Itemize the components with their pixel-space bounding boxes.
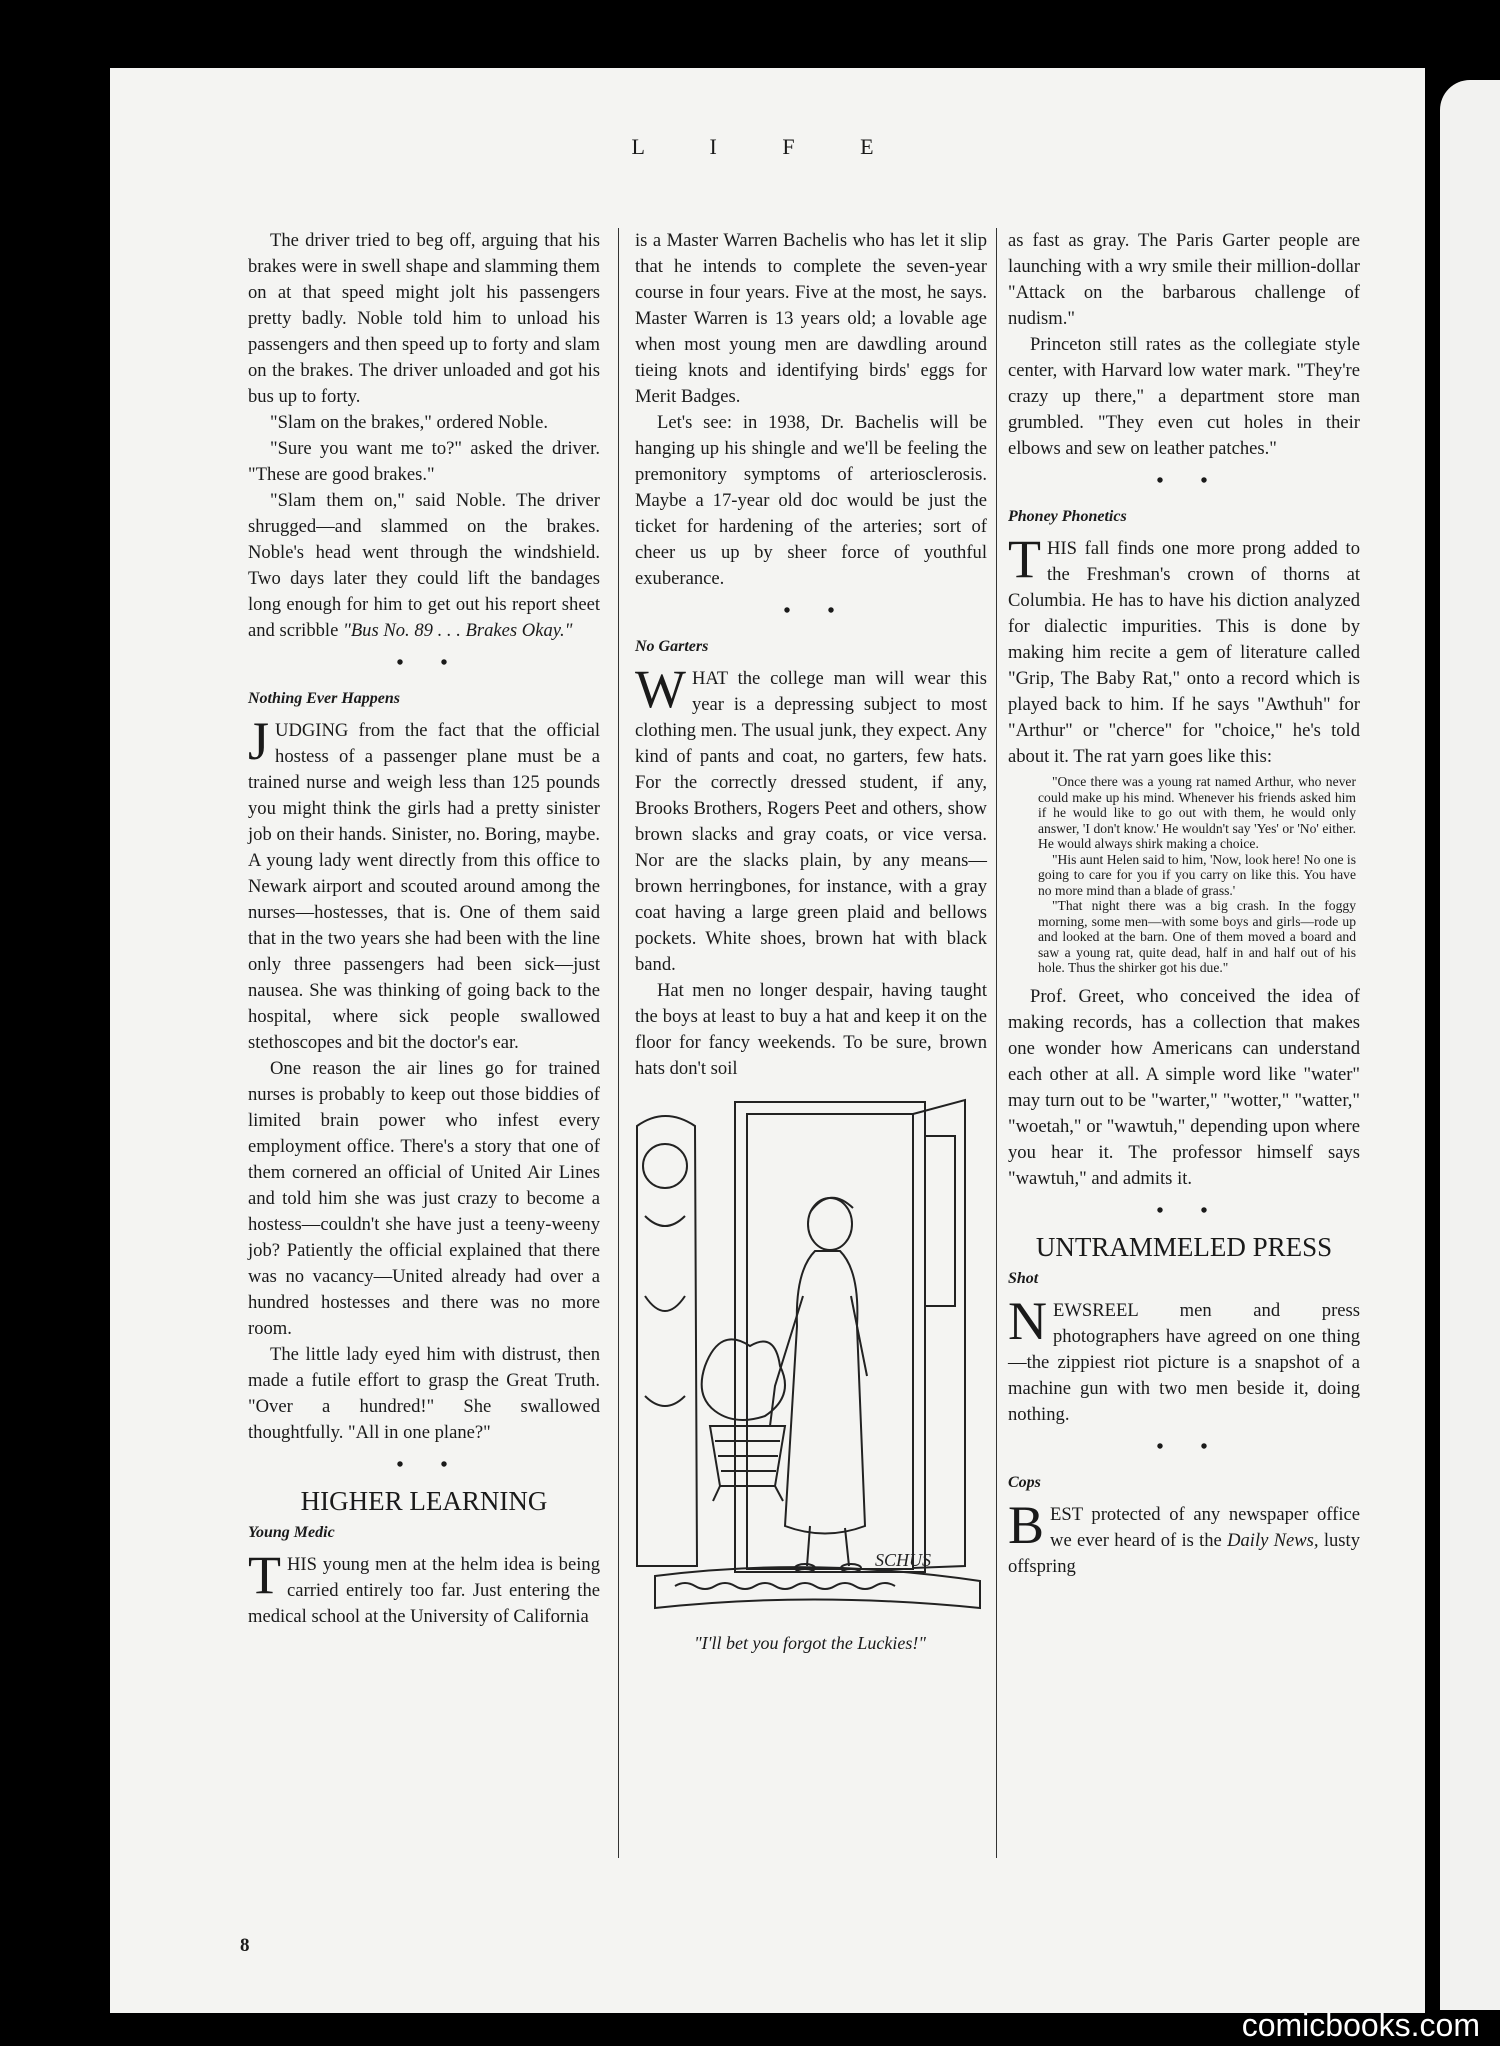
paragraph: Hat men no longer despair, having taught the boys at least to buy a hat and keep it on the floor for fancy weekends. To be sure, brown hats don't soil [635, 980, 987, 1079]
cartoon-signature: SCHUS [875, 1550, 932, 1570]
column-rule [618, 228, 619, 1858]
section-separator: • • [1156, 470, 1224, 492]
paragraph [248, 488, 600, 644]
cartoon-drawing [635, 1096, 985, 1616]
column-3 [1008, 228, 1360, 1580]
column-1 [248, 228, 600, 1630]
paragraph [1008, 529, 1360, 770]
cartoon-illustration [635, 1096, 985, 1653]
paragraph: Let's see: in 1938, Dr. Bachelis will be hanging up his shingle and we'll be feeling the premonitory symptoms of arteriosclerosis. Maybe a 17-year old doc would be just the ticket for hardening of the arteries; sort of cheer us up by sheer force of youthful exuberance. [635, 412, 987, 589]
column-rule [996, 228, 997, 1858]
woman-dress [785, 1251, 865, 1534]
paragraph-text: HAT the college man will wear this year is a depressing subject to most clothing men. The usual junk, they expect. Any kind of pants and coat, no garters, few hats. For the correctly dressed student, if any, Brooks Brothers, Rogers Peet and others, show brown slacks and gray coats, or vice versa. Nor are the slacks plain, by any means—brown herringbones, for instance, with a gray coat having a large green plaid and bellows pockets. White shoes, brown hat with black band. [635, 668, 987, 975]
section-separator: • • [1156, 1199, 1224, 1222]
paragraph-text: UDGING from the fact that the official hostess of a passenger plane must be a trained nurse and weigh less than 125 pounds you might think the girls had a pretty sinister job on their hands. Sinister, no. Boring, maybe. A young lady went directly from this office to Newark airport and scouted around among the nurses—hostesses, that is. One of them said that in the two years she had been with the line only three passengers had been sick—just nausea. She was thinking of going back to the hospital, where sick people swallowed stethoscopes and bit the doctor's ear. [248, 720, 600, 1053]
paragraph [1008, 1494, 1360, 1580]
paragraph-text: "Slam them on," said Noble. The driver shrugged—and slammed on the brakes. Noble's head went through the windshield. Two days later they could lift the bandages long enough for him to get out his report sheet and scribble [248, 490, 600, 641]
italic-text: "Bus No. 89 . . . Brakes Okay." [343, 620, 573, 641]
magazine-page [110, 68, 1425, 2013]
paragraph: is a Master Warren Bachelis who has let it slip that he intends to complete the seven-year course in four years. Five at the most, he says. Master Warren is 13 years old; a lovable age when most young men are dawdling around tieing knots and identifying birds' eggs for Merit Badges. [635, 230, 987, 407]
section-separator: • • [396, 652, 464, 674]
drop-cap: T [1008, 529, 1041, 589]
watermark: comicbooks.com [1241, 2007, 1480, 2043]
drop-cap: N [1008, 1290, 1047, 1351]
paragraph: The driver tried to beg off, arguing that his brakes were in swell shape and slamming them on at that speed might jolt his passengers pretty badly. Noble told him to unload his passengers and then speed up to forty and slam on the brakes. The driver unloaded and got his bus up to forty. [248, 230, 600, 407]
paragraph [248, 1545, 600, 1630]
block-quote [1038, 774, 1356, 976]
drop-cap: J [248, 711, 270, 771]
paragraph: The little lady eyed him with distrust, then made a futile effort to grasp the Great Truth. "Over a hundred!" She swallowed thoughtfully. "All in one plane?" [248, 1344, 600, 1443]
section-heading: HIGHER LEARNING [300, 1486, 548, 1516]
section-heading: UNTRAMMELED PRESS [1035, 1231, 1333, 1262]
adjacent-page-edge [1440, 80, 1500, 2010]
paragraph: "Sure you want me to?" asked the driver. "These are good brakes." [248, 438, 600, 485]
drop-cap: W [635, 659, 686, 719]
paragraph: as fast as gray. The Paris Garter people are launching with a wry smile their million-dollar "Attack on the barbarous challenge of nudism." [1008, 230, 1360, 329]
subhead: Young Medic [248, 1524, 335, 1541]
paragraph-text: EWSREEL men and press photographers have agreed on one thing—the zippiest riot picture is a snapshot of a machine gun with two men beside it, doing nothing. [1008, 1299, 1360, 1425]
drop-cap: T [248, 1545, 281, 1605]
subhead: Phoney Phonetics [1008, 508, 1127, 525]
cartoon-caption: "I'll bet you forgot the Luckies!" [694, 1633, 926, 1653]
subhead: Nothing Ever Happens [248, 690, 401, 707]
clock [637, 1116, 697, 1566]
subhead: Shot [1008, 1269, 1039, 1287]
paragraph [248, 711, 600, 1056]
quote-paragraph: "Once there was a young rat named Arthur, who never could make up his mind. Whenever his friends asked him if he would like to go out with them, he would only answer, 'I don't know.' He wouldn't say 'Yes' or 'No' either. He would always shirk making a choice. [1038, 774, 1356, 851]
door-frame [735, 1102, 925, 1572]
italic-text: Daily News, [1227, 1529, 1319, 1551]
paragraph-text: EST protected of any newspaper office we ever heard of is the [1050, 1503, 1360, 1551]
page-number: 8 [240, 1935, 250, 1956]
section-separator: • • [396, 1454, 464, 1476]
paragraph [635, 659, 987, 978]
paragraph-text: lusty offspring [1008, 1529, 1360, 1577]
paragraph: One reason the air lines go for trained nurses is probably to keep out those biddies of limited brain power who infest every employment office. There's a story that one of them cornered an official of United Air Lines and told him she was just crazy to become a hostess—couldn't she have just a teeny-weeny job? Patiently the official explained that there was no vacancy—United already had over a hundred hostesses and there was no more room. [248, 1058, 600, 1339]
paragraph: Princeton still rates as the collegiate style center, with Harvard low water mark. "They're crazy up there," a department store man grumbled. "They even cut holes in their elbows and sew on leather patches." [1008, 334, 1360, 459]
paragraph-text: HIS young men at the helm idea is being carried entirely too far. Just entering the medical school at the University of California [248, 1554, 600, 1627]
quote-paragraph: "His aunt Helen said to him, 'Now, look here! No one is going to care for you if you carry on like this. You have no more mind than a blade of grass.' [1038, 851, 1356, 898]
paragraph: Prof. Greet, who conceived the idea of making records, has a collection that makes one wonder how Americans can understand each other at all. A simple word like "water" may turn out to be "warter," "wotter," "watter," "woetah," or "wawtuh," depending upon where you hear it. The professor himself says "wawtuh," and admits it. [1008, 985, 1360, 1189]
open-door [913, 1100, 965, 1568]
paragraph [1008, 1290, 1360, 1428]
section-separator: • • [783, 600, 851, 622]
quote-paragraph: "That night there was a big crash. In the foggy morning, some men—with some boys and girls—rode up and looked at the barn. One of them moved a board and saw a young rat, quite dead, half in and half out of his hole. Thus the shirker got his due." [1038, 898, 1356, 975]
subhead: Cops [1008, 1473, 1041, 1491]
column-2 [635, 228, 987, 1653]
drop-cap: B [1008, 1494, 1045, 1555]
paragraph: "Slam on the brakes," ordered Noble. [270, 412, 548, 433]
subhead: No Garters [635, 638, 709, 655]
section-separator: • • [1156, 1435, 1224, 1458]
masthead: L I F E [631, 134, 904, 159]
paragraph-text: HIS fall finds one more prong added to the Freshman's crown of thorns at Columbia. He has to have his diction analyzed for dialectic impurities. This is done by making him recite a gem of literature called "Grip, The Baby Rat," onto a record which is played back to him. If he says "Awthuh" for "Arthur" or "cherce" for "choice," he's told about it. The rat yarn goes like this: [1008, 538, 1360, 767]
